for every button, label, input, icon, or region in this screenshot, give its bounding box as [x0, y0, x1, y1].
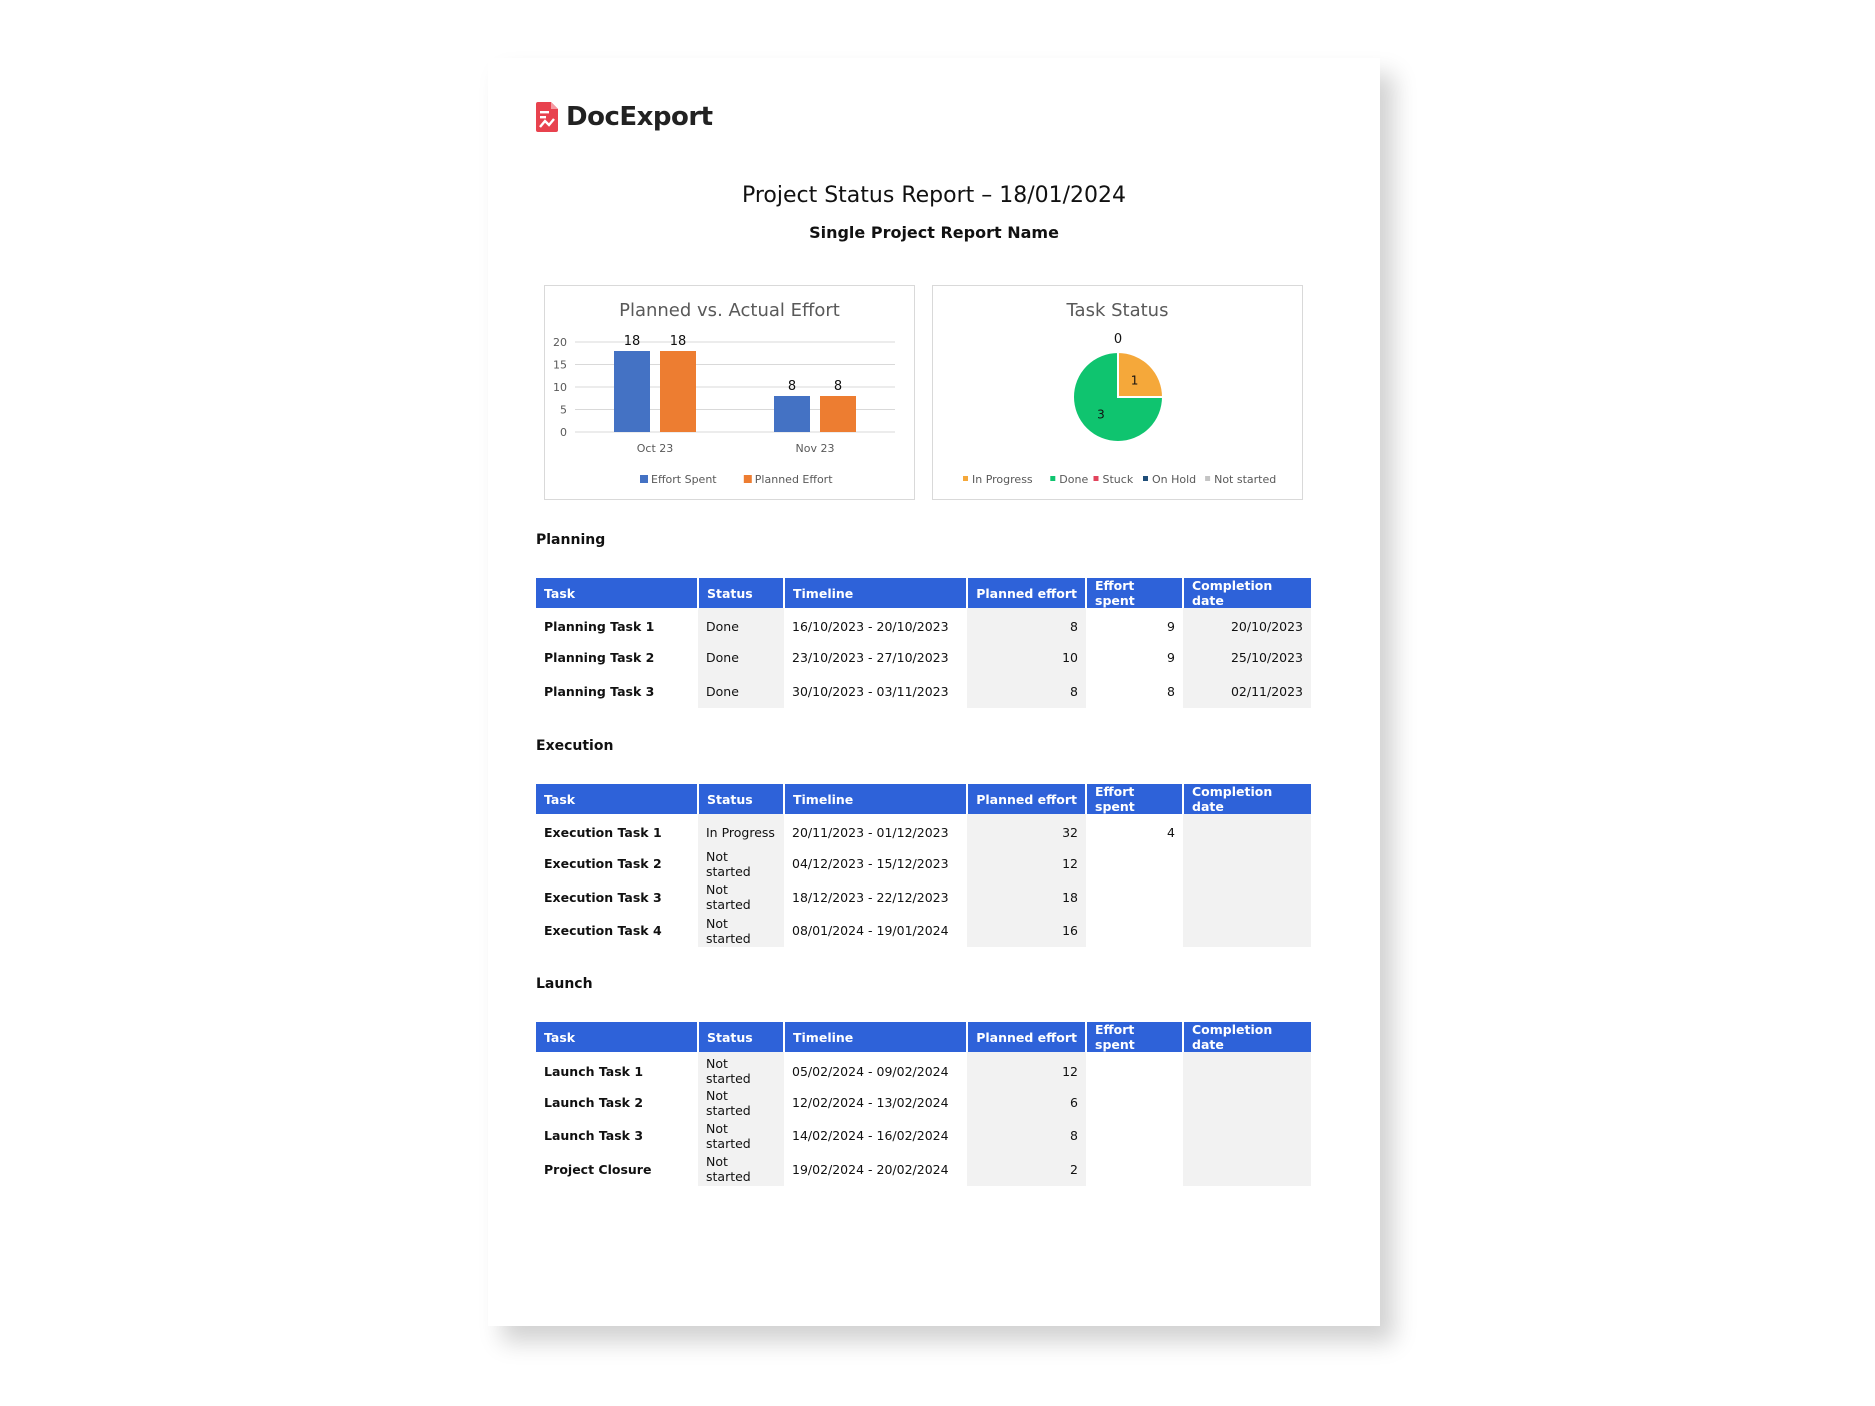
completion-date	[1183, 1153, 1311, 1186]
task-table	[536, 578, 1311, 708]
task-status: Not started	[698, 881, 784, 914]
table-header-row	[536, 578, 1311, 608]
task-status: Done	[698, 608, 784, 641]
legend-swatch	[1094, 476, 1099, 481]
planned-effort: 6	[967, 1086, 1086, 1119]
effort-spent	[1086, 847, 1183, 880]
effort-spent	[1086, 1119, 1183, 1152]
report-title: Project Status Report – 18/01/2024	[741, 183, 1127, 208]
planned-effort: 18	[967, 881, 1086, 914]
task-name: Planning Task 1	[544, 619, 655, 635]
column-header: Task	[536, 1022, 698, 1052]
effort-spent	[1086, 914, 1183, 947]
completion-date: 25/10/2023	[1183, 641, 1311, 674]
bar-data-label: 18	[623, 334, 641, 349]
column-header: Timeline	[784, 1022, 967, 1052]
task-status: Not started	[698, 1086, 784, 1119]
table-row	[536, 1119, 1311, 1152]
pie-zero-label: 0	[1113, 332, 1123, 347]
bar-data-label: 18	[669, 334, 687, 349]
column-header: Timeline	[784, 784, 967, 814]
table-row	[536, 675, 1311, 708]
task-name: Launch Task 3	[544, 1128, 644, 1144]
y-tick-label: 20	[553, 336, 567, 349]
legend-swatch	[744, 475, 752, 483]
table-header-row	[536, 784, 1311, 814]
completion-date	[1183, 847, 1311, 880]
task-status: Not started	[698, 1052, 784, 1086]
table-row	[536, 881, 1311, 914]
task-timeline: 23/10/2023 - 27/10/2023	[792, 650, 949, 666]
x-tick-label: Nov 23	[795, 442, 835, 455]
task-status: In Progress	[698, 814, 784, 847]
completion-date	[1183, 814, 1311, 847]
column-header: Effort spent	[1086, 578, 1183, 608]
report-page	[488, 58, 1380, 1326]
legend-label: Effort Spent	[651, 473, 717, 486]
task-status: Not started	[698, 1153, 784, 1186]
effort-spent: 9	[1167, 650, 1175, 666]
section-title: Planning	[536, 532, 606, 548]
bar	[774, 396, 810, 432]
task-timeline: 19/02/2024 - 20/02/2024	[792, 1161, 949, 1177]
legend-label: On Hold	[1152, 473, 1197, 486]
effort-spent: 4	[1167, 825, 1175, 841]
task-name: Planning Task 3	[544, 683, 655, 699]
planned-effort: 2	[967, 1153, 1086, 1186]
planned-effort: 8	[967, 608, 1086, 641]
logo	[536, 102, 713, 132]
table-row	[536, 814, 1311, 847]
task-timeline: 18/12/2023 - 22/12/2023	[792, 889, 949, 905]
table-row	[536, 641, 1311, 674]
document-chart-icon	[536, 102, 560, 132]
x-tick-label: Oct 23	[636, 442, 674, 455]
column-header: Status	[698, 578, 784, 608]
bar-data-label: 8	[787, 379, 797, 394]
pie-data-label: 3	[1097, 407, 1105, 422]
column-header: Effort spent	[1086, 784, 1183, 814]
task-name: Launch Task 2	[544, 1095, 644, 1111]
task-status: Not started	[698, 1119, 784, 1152]
planned-effort: 12	[967, 847, 1086, 880]
column-header: Planned effort	[967, 1022, 1086, 1052]
pie-data-label: 1	[1130, 373, 1139, 388]
task-name: Execution Task 1	[544, 825, 662, 841]
legend-label: Planned Effort	[754, 473, 833, 486]
table-row	[536, 914, 1311, 947]
task-timeline: 04/12/2023 - 15/12/2023	[792, 856, 949, 872]
legend-swatch	[640, 475, 648, 483]
task-status: Done	[698, 675, 784, 708]
legend-label: Done	[1059, 473, 1089, 486]
task-timeline: 12/02/2024 - 13/02/2024	[792, 1095, 949, 1111]
column-header: Completion date	[1183, 578, 1311, 608]
task-timeline: 14/02/2024 - 16/02/2024	[792, 1128, 949, 1144]
planned-effort: 8	[967, 675, 1086, 708]
effort-spent	[1086, 1086, 1183, 1119]
column-header: Completion date	[1183, 784, 1311, 814]
planned-effort: 10	[967, 641, 1086, 674]
bar	[614, 351, 650, 432]
y-tick-label: 15	[553, 358, 567, 372]
bar-data-label: 8	[833, 379, 843, 394]
task-timeline: 08/01/2024 - 19/01/2024	[792, 923, 949, 939]
column-header: Effort spent	[1086, 1022, 1183, 1052]
effort-spent: 9	[1167, 619, 1175, 635]
task-name: Planning Task 2	[544, 650, 655, 666]
y-tick-label: 0	[560, 426, 567, 439]
effort-spent	[1086, 881, 1183, 914]
pie-chart-plot	[933, 286, 1304, 501]
completion-date	[1183, 881, 1311, 914]
effort-bar-chart	[544, 285, 915, 500]
effort-spent	[1086, 1153, 1183, 1186]
report-subtitle: Single Project Report Name	[809, 223, 1059, 242]
legend-label: Stuck	[1102, 473, 1134, 486]
task-table	[536, 1022, 1311, 1186]
completion-date	[1183, 1052, 1311, 1086]
column-header: Task	[536, 784, 698, 814]
y-tick-label: 5	[560, 403, 567, 417]
task-name: Execution Task 2	[544, 856, 662, 872]
legend-label: Not started	[1214, 473, 1277, 486]
pie-slice	[1118, 352, 1163, 397]
section-title: Launch	[536, 976, 593, 992]
completion-date	[1183, 914, 1311, 947]
bar-chart-title: Planned vs. Actual Effort	[619, 300, 840, 321]
effort-spent	[1086, 1052, 1183, 1086]
legend-swatch	[1205, 476, 1210, 481]
task-name: Execution Task 3	[544, 889, 662, 905]
section-title: Execution	[536, 738, 614, 754]
completion-date	[1183, 1119, 1311, 1152]
y-tick-label: 10	[553, 381, 567, 394]
completion-date: 02/11/2023	[1183, 675, 1311, 708]
task-name: Project Closure	[544, 1161, 652, 1177]
table-header-row	[536, 1022, 1311, 1052]
effort-spent: 8	[1167, 683, 1175, 699]
task-status: Not started	[698, 914, 784, 947]
column-header: Timeline	[784, 578, 967, 608]
column-header: Status	[698, 1022, 784, 1052]
table-row	[536, 1086, 1311, 1119]
table-row	[536, 1153, 1311, 1186]
legend-label: In Progress	[972, 473, 1033, 486]
task-timeline: 30/10/2023 - 03/11/2023	[792, 683, 949, 699]
legend-swatch	[1050, 476, 1055, 481]
column-header: Task	[536, 578, 698, 608]
task-timeline: 20/11/2023 - 01/12/2023	[792, 825, 949, 841]
bar	[660, 351, 696, 432]
task-status: Not started	[698, 847, 784, 880]
column-header: Planned effort	[967, 784, 1086, 814]
pie-chart-title: Task Status	[1066, 300, 1169, 321]
planned-effort: 16	[967, 914, 1086, 947]
completion-date	[1183, 1086, 1311, 1119]
brand-name: DocExport	[566, 102, 713, 132]
task-status: Done	[698, 641, 784, 674]
table-row	[536, 1052, 1311, 1086]
completion-date: 20/10/2023	[1183, 608, 1311, 641]
bar	[820, 396, 856, 432]
legend-swatch	[1143, 476, 1148, 481]
task-table	[536, 784, 1311, 947]
task-name: Launch Task 1	[544, 1063, 644, 1079]
column-header: Status	[698, 784, 784, 814]
column-header: Planned effort	[967, 578, 1086, 608]
planned-effort: 32	[967, 814, 1086, 847]
task-status-pie-chart	[932, 285, 1303, 500]
table-row	[536, 847, 1311, 880]
task-timeline: 16/10/2023 - 20/10/2023	[792, 619, 949, 635]
column-header: Completion date	[1183, 1022, 1311, 1052]
task-timeline: 05/02/2024 - 09/02/2024	[792, 1063, 949, 1079]
planned-effort: 12	[967, 1052, 1086, 1086]
table-row	[536, 608, 1311, 641]
planned-effort: 8	[967, 1119, 1086, 1152]
task-name: Execution Task 4	[544, 923, 662, 939]
bar-chart-plot	[545, 286, 916, 501]
legend-swatch	[963, 476, 968, 481]
